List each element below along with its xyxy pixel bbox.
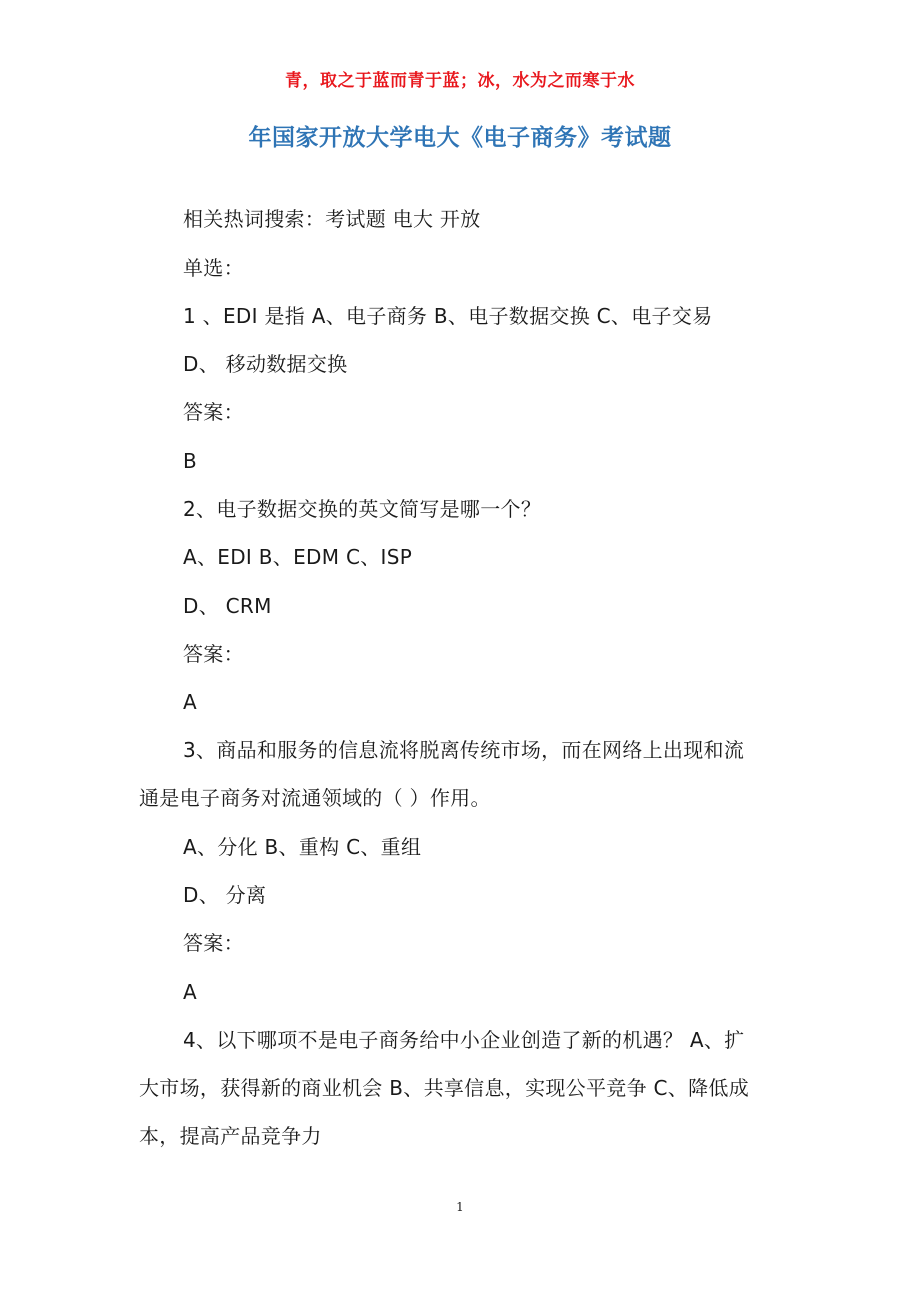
question-2-line-1: 2、电子数据交换的英文简写是哪一个？	[183, 497, 542, 521]
document-title: 年国家开放大学电大《电子商务》考试题	[248, 125, 672, 151]
question-3-answer-label: 答案：	[183, 931, 244, 955]
question-4-line-1: 4、以下哪项不是电子商务给中小企业创造了新的机遇？ A、扩	[183, 1028, 745, 1052]
question-1-answer-label: 答案：	[183, 400, 244, 424]
question-4-line-3: 本，提高产品竞争力	[139, 1124, 322, 1148]
question-2-line-3: D、 CRM	[183, 594, 272, 618]
question-3-line-1: 3、商品和服务的信息流将脱离传统市场，而在网络上出现和流	[183, 738, 745, 762]
question-4-line-2: 大市场，获得新的商业机会 B、共享信息，实现公平竞争 C、降低成	[139, 1076, 749, 1100]
question-3-answer: A	[183, 980, 197, 1004]
question-2-line-2: A、EDI B、EDM C、ISP	[183, 545, 413, 569]
header-quote: 青，取之于蓝而青于蓝；冰，水为之而寒于水	[285, 71, 635, 91]
keywords-line: 相关热词搜索：考试题 电大 开放	[183, 207, 481, 231]
question-1-line-2: D、 移动数据交换	[183, 352, 348, 376]
question-3-line-3: A、分化 B、重构 C、重组	[183, 835, 422, 859]
question-3-line-4: D、 分离	[183, 883, 267, 907]
section-heading: 单选：	[183, 256, 244, 280]
question-1-line-1: 1 、EDI 是指 A、电子商务 B、电子数据交换 C、电子交易	[183, 304, 713, 328]
question-1-answer: B	[183, 449, 198, 473]
page-number: 1	[456, 1200, 464, 1214]
question-2-answer: A	[183, 690, 197, 714]
question-2-answer-label: 答案：	[183, 642, 244, 666]
question-3-line-2: 通是电子商务对流通领域的（ ）作用。	[139, 786, 491, 810]
